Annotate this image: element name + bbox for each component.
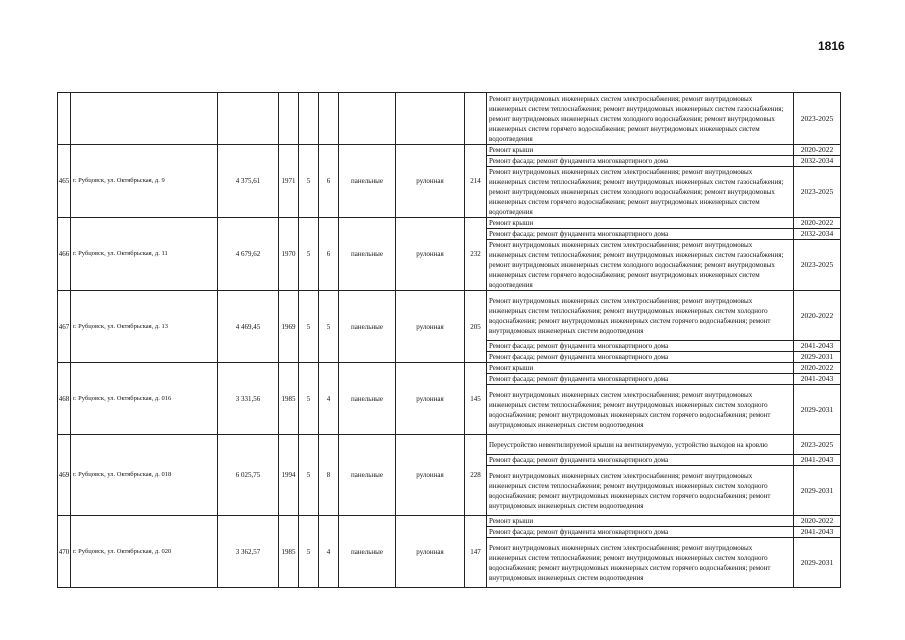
area: 4 469,45 [218, 291, 279, 363]
work-period: 2020-2022 [794, 218, 841, 229]
work-period: 2032-2034 [794, 156, 841, 167]
work-description: Ремонт крыши [487, 145, 794, 156]
work-description: Ремонт внутридомовых инженерных систем электроснабжения; ремонт внутридомовых инженерных систем теплоснабжения; ремонт внутридомовых инженерных систем газоснабжения; ремонт внутридомовых инженерных систем холодного водоснабжения; ремонт внутридомовых инженерных систем горячего водоснабжения; ремонт внутридомовых инженерных систем водоотведения [487, 240, 794, 291]
work-period: 2029-2031 [794, 538, 841, 588]
floors: 5 [299, 145, 319, 218]
roof-type: рулонная [396, 516, 465, 588]
work-description: Ремонт фасада; ремонт фундамента многоквартирного дома [487, 341, 794, 352]
table-row [58, 145, 841, 156]
address: г. Рубцовск, ул. Октябрьская, д. 016 [71, 363, 218, 435]
apartments: 147 [465, 516, 487, 588]
row-number: 465 [58, 145, 71, 218]
work-period: 2020-2022 [794, 145, 841, 156]
floors: 5 [299, 435, 319, 516]
entrances: 4 [319, 363, 339, 435]
area: 3 331,56 [218, 363, 279, 435]
apartments: 228 [465, 435, 487, 516]
work-period: 2023-2025 [794, 435, 841, 455]
address: г. Рубцовск, ул. Октябрьская, д. 018 [71, 435, 218, 516]
work-description: Ремонт фасада; ремонт фундамента многоквартирного дома [487, 527, 794, 538]
empty-cell [396, 93, 465, 145]
row-number: 470 [58, 516, 71, 588]
apartments: 232 [465, 218, 487, 291]
floors: 5 [299, 363, 319, 435]
table-row [58, 516, 841, 527]
entrances: 8 [319, 435, 339, 516]
table-row [58, 291, 841, 341]
wall-material: панельные [339, 145, 396, 218]
work-period: 2020-2022 [794, 516, 841, 527]
build-year: 1969 [279, 291, 299, 363]
empty-cell [465, 93, 487, 145]
work-description: Ремонт внутридомовых инженерных систем электроснабжения; ремонт внутридомовых инженерных систем теплоснабжения; ремонт внутридомовых инженерных систем холодного водоснабжения; ремонт внутридомовых инженерных систем горячего водоснабжения; ремонт внутридомовых инженерных систем водоотведения [487, 538, 794, 588]
work-period: 2020-2022 [794, 363, 841, 374]
empty-cell [339, 93, 396, 145]
work-period: 2041-2043 [794, 374, 841, 385]
floors: 5 [299, 291, 319, 363]
area: 6 025,75 [218, 435, 279, 516]
page-number: 1816 [818, 39, 845, 53]
apartments: 145 [465, 363, 487, 435]
work-description: Ремонт крыши [487, 516, 794, 527]
table-row [58, 363, 841, 374]
row-number: 466 [58, 218, 71, 291]
empty-cell [299, 93, 319, 145]
wall-material: панельные [339, 516, 396, 588]
entrances: 4 [319, 516, 339, 588]
area: 4 679,62 [218, 218, 279, 291]
work-period: 2020-2022 [794, 291, 841, 341]
build-year: 1994 [279, 435, 299, 516]
roof-type: рулонная [396, 291, 465, 363]
work-period: 2041-2043 [794, 527, 841, 538]
entrances: 5 [319, 291, 339, 363]
row-number: 467 [58, 291, 71, 363]
entrances: 6 [319, 145, 339, 218]
work-description: Ремонт фасада; ремонт фундамента многоквартирного дома [487, 455, 794, 466]
wall-material: панельные [339, 435, 396, 516]
build-year: 1970 [279, 218, 299, 291]
work-description: Ремонт фасада; ремонт фундамента многоквартирного дома [487, 374, 794, 385]
empty-cell [58, 93, 71, 145]
wall-material: панельные [339, 291, 396, 363]
row-number: 468 [58, 363, 71, 435]
build-year: 1985 [279, 516, 299, 588]
roof-type: рулонная [396, 218, 465, 291]
capital-repair-table [57, 92, 841, 588]
wall-material: панельные [339, 363, 396, 435]
area: 4 375,61 [218, 145, 279, 218]
area: 3 362,57 [218, 516, 279, 588]
entrances: 6 [319, 218, 339, 291]
wall-material: панельные [339, 218, 396, 291]
roof-type: рулонная [396, 145, 465, 218]
roof-type: рулонная [396, 435, 465, 516]
build-year: 1971 [279, 145, 299, 218]
work-description: Ремонт фасада; ремонт фундамента многоквартирного дома [487, 229, 794, 240]
apartments: 205 [465, 291, 487, 363]
work-description: Ремонт внутридомовых инженерных систем электроснабжения; ремонт внутридомовых инженерных систем теплоснабжения; ремонт внутридомовых инженерных систем холодного водоснабжения; ремонт внутридомовых инженерных систем горячего водоснабжения; ремонт внутридомовых инженерных систем водоотведения [487, 385, 794, 435]
work-description: Ремонт фасада; ремонт фундамента многоквартирного дома [487, 352, 794, 363]
address: г. Рубцовск, ул. Октябрьская, д. 020 [71, 516, 218, 588]
table-row [58, 435, 841, 455]
work-description: Ремонт внутридомовых инженерных систем электроснабжения; ремонт внутридомовых инженерных систем теплоснабжения; ремонт внутридомовых инженерных систем холодного водоснабжения; ремонт внутридомовых инженерных систем горячего водоснабжения; ремонт внутридомовых инженерных систем водоотведения [487, 466, 794, 516]
work-period: 2023-2025 [794, 240, 841, 291]
work-period: 2023-2025 [794, 93, 841, 145]
work-period: 2041-2043 [794, 455, 841, 466]
address: г. Рубцовск, ул. Октябрьская, д. 13 [71, 291, 218, 363]
table-row [58, 93, 841, 145]
work-description: Ремонт крыши [487, 363, 794, 374]
work-period: 2023-2025 [794, 167, 841, 218]
empty-cell [218, 93, 279, 145]
work-description: Ремонт внутридомовых инженерных систем электроснабжения; ремонт внутридомовых инженерных систем теплоснабжения; ремонт внутридомовых инженерных систем газоснабжения; ремонт внутридомовых инженерных систем холодного водоснабжения; ремонт внутридомовых инженерных систем горячего водоснабжения; ремонт внутридомовых инженерных систем водоотведения [487, 93, 794, 145]
empty-cell [71, 93, 218, 145]
work-description: Ремонт внутридомовых инженерных систем электроснабжения; ремонт внутридомовых инженерных систем теплоснабжения; ремонт внутридомовых инженерных систем газоснабжения; ремонт внутридомовых инженерных систем холодного водоснабжения; ремонт внутридомовых инженерных систем горячего водоснабжения; ремонт внутридомовых инженерных систем водоотведения [487, 167, 794, 218]
roof-type: рулонная [396, 363, 465, 435]
empty-cell [319, 93, 339, 145]
work-period: 2029-2031 [794, 352, 841, 363]
work-period: 2029-2031 [794, 466, 841, 516]
row-number: 469 [58, 435, 71, 516]
address: г. Рубцовск, ул. Октябрьская, д. 9 [71, 145, 218, 218]
work-description: Ремонт фасада; ремонт фундамента многоквартирного дома [487, 156, 794, 167]
table-row [58, 218, 841, 229]
work-description: Ремонт внутридомовых инженерных систем электроснабжения; ремонт внутридомовых инженерных систем теплоснабжения; ремонт внутридомовых инженерных систем холодного водоснабжения; ремонт внутридомовых инженерных систем горячего водоснабжения; ремонт внутридомовых инженерных систем водоотведения [487, 291, 794, 341]
build-year: 1985 [279, 363, 299, 435]
apartments: 214 [465, 145, 487, 218]
work-description: Переустройство невентилируемой крыши на вентилируемую, устройство выходов на кровлю [487, 435, 794, 455]
address: г. Рубцовск, ул. Октябрьская, д. 11 [71, 218, 218, 291]
work-period: 2041-2043 [794, 341, 841, 352]
work-description: Ремонт крыши [487, 218, 794, 229]
empty-cell [279, 93, 299, 145]
work-period: 2029-2031 [794, 385, 841, 435]
work-period: 2032-2034 [794, 229, 841, 240]
floors: 5 [299, 218, 319, 291]
floors: 5 [299, 516, 319, 588]
